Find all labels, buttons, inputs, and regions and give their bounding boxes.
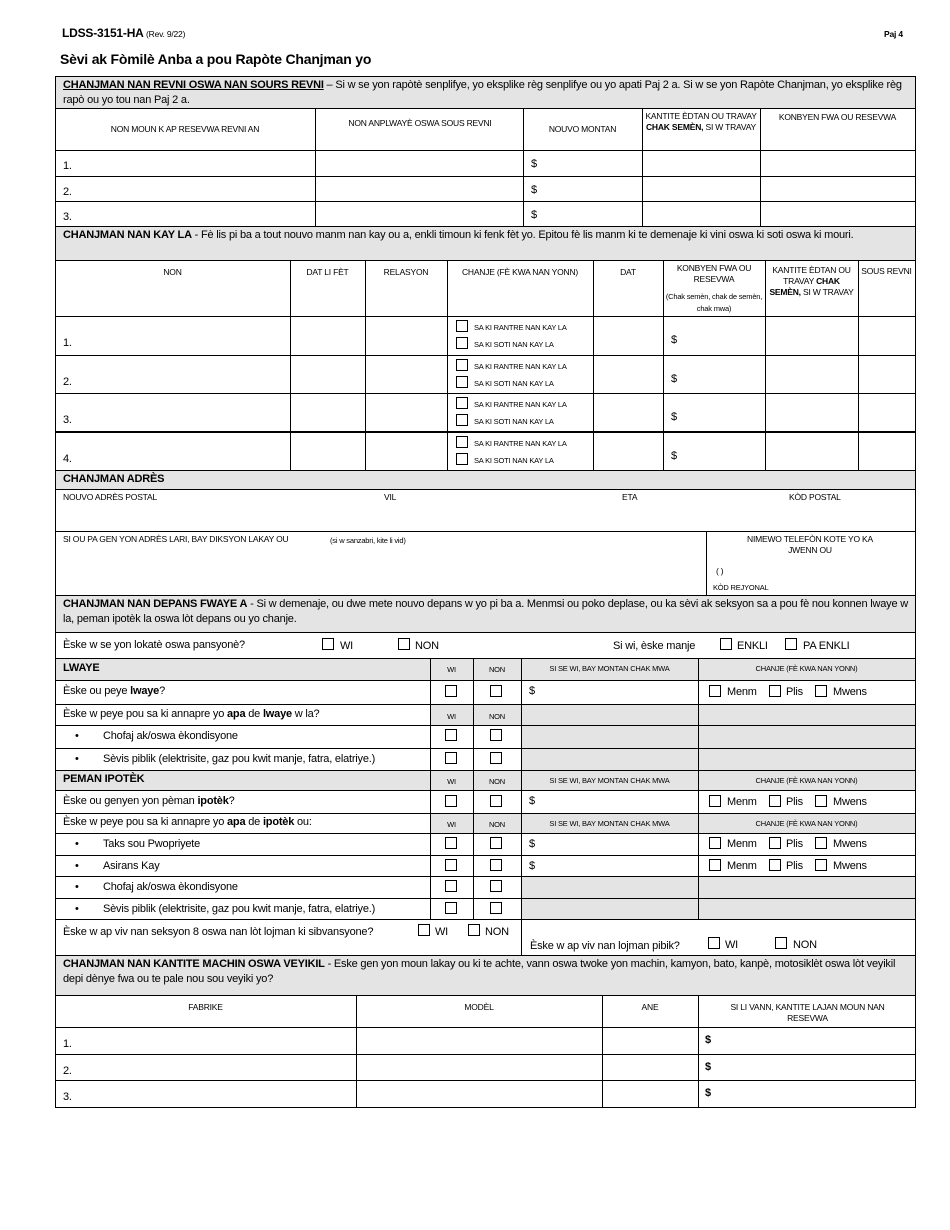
col-hours-part: CHAK SEMÈN, bbox=[769, 276, 840, 297]
dollar-sign: $ bbox=[529, 685, 535, 697]
household-row-3-cell[interactable] bbox=[290, 393, 366, 432]
mortgage-extras-question bbox=[63, 816, 312, 828]
col-frequency: KONBYEN FWA OU RESEVWA bbox=[778, 112, 897, 122]
dollar-sign: $ bbox=[705, 1061, 711, 1073]
col-model: MODÈL bbox=[464, 1002, 494, 1012]
no-label: NON bbox=[415, 640, 439, 652]
mortgage-heating-no-checkbox[interactable] bbox=[490, 880, 502, 892]
rent-question-question bbox=[63, 685, 165, 697]
amount-header: SI SE WI, BAY MONTAN CHAK MWA bbox=[549, 776, 670, 785]
income-row-1-cell[interactable] bbox=[315, 150, 524, 177]
rent-question-less-checkbox[interactable] bbox=[815, 685, 827, 697]
section8-no-checkbox[interactable] bbox=[468, 924, 480, 936]
moved-in-checkbox[interactable] bbox=[456, 320, 468, 332]
property-tax-same-checkbox[interactable] bbox=[709, 837, 721, 849]
income-row-1-cell[interactable] bbox=[642, 150, 761, 177]
moved-out-label: SA KI SOTI NAN KAY LA bbox=[474, 379, 554, 388]
mortgage-heating-text: Chofaj ak/oswa èkondisyone bbox=[103, 881, 238, 893]
property-tax-yes-checkbox[interactable] bbox=[445, 837, 457, 849]
col-name: NON bbox=[163, 267, 182, 277]
mortgage-heating-amount bbox=[521, 876, 699, 899]
row-number: 3. bbox=[63, 211, 72, 223]
income-row-1-cell[interactable] bbox=[760, 150, 916, 177]
income-row-2-cell[interactable] bbox=[642, 176, 761, 202]
household-section-header-text bbox=[63, 228, 909, 243]
address-heading: CHANJMAN ADRÈS bbox=[63, 473, 165, 485]
renter-question: Èske w se yon lokatè oswa pansyonè? bbox=[63, 639, 245, 651]
bullet: • bbox=[75, 903, 79, 915]
vehicle-row-1-cell[interactable] bbox=[356, 1027, 603, 1055]
household-row-2-cell[interactable] bbox=[365, 355, 448, 394]
property-tax-less-checkbox[interactable] bbox=[815, 837, 827, 849]
rent-extras-question-part: de bbox=[245, 708, 263, 720]
moved-in-checkbox[interactable] bbox=[456, 359, 468, 371]
household-row-4-cell[interactable] bbox=[593, 432, 664, 471]
yes-label: WI bbox=[725, 939, 739, 951]
rent-heating-yes-checkbox[interactable] bbox=[445, 729, 457, 741]
rent-heating-no-checkbox[interactable] bbox=[490, 729, 502, 741]
change-header: CHANJE (FÈ KWA NAN YONN) bbox=[755, 776, 858, 785]
c bbox=[698, 704, 916, 726]
same-label: Menm bbox=[727, 686, 757, 698]
mortgage-heating-yes-checkbox[interactable] bbox=[445, 880, 457, 892]
area-code-label: KÒD REJYONAL bbox=[713, 583, 769, 592]
income-row-3-cell[interactable] bbox=[523, 201, 643, 227]
property-tax-amount[interactable] bbox=[521, 833, 699, 856]
household-section-header-title: CHANJMAN NAN KAY LA bbox=[63, 229, 192, 241]
vehicle-row-1-cell[interactable] bbox=[602, 1027, 699, 1055]
income-row-3-cell[interactable] bbox=[55, 201, 316, 227]
meals-question: Si wi, èske manje bbox=[613, 640, 696, 652]
home-insurance-more-checkbox[interactable] bbox=[769, 859, 781, 871]
mortgage-utilities-amount bbox=[521, 898, 699, 920]
home-insurance-amount[interactable] bbox=[521, 855, 699, 877]
household-row-2-cell[interactable] bbox=[55, 355, 291, 394]
row-number: 1. bbox=[63, 337, 72, 349]
rent-utilities-no-checkbox[interactable] bbox=[490, 752, 502, 764]
moved-in-checkbox[interactable] bbox=[456, 436, 468, 448]
more-label: Plis bbox=[786, 796, 803, 808]
bullet: • bbox=[75, 881, 79, 893]
mortgage-question-question bbox=[63, 795, 235, 807]
mortgage-question-yes-checkbox[interactable] bbox=[445, 795, 457, 807]
vehicle-row-3-cell[interactable] bbox=[698, 1080, 916, 1108]
mortgage-extras-question-part: apa bbox=[227, 816, 246, 828]
more-label: Plis bbox=[786, 838, 803, 850]
c bbox=[521, 704, 699, 726]
page-number: Paj 4 bbox=[884, 29, 903, 39]
mortgage-question-question-part: Èske ou genyen yon pèman bbox=[63, 795, 198, 807]
yes-label: WI bbox=[435, 926, 449, 938]
rent-question-yes-checkbox[interactable] bbox=[445, 685, 457, 697]
col-hours-part: CHAK SEMÈN, bbox=[645, 122, 704, 132]
col-hours-part: KANTITE ÈDTAN OU TRAVAY bbox=[772, 265, 851, 286]
vehicles-section-header-description: - Eske gen yon moun lakay ou ki te achte, vann oswa twoke yon machin, kamyon, bato, kanpè, motosiklèt oswa lòt veyikil depi dènye fwa ou te pale nou sou veyiki yo? bbox=[63, 958, 896, 985]
vehicle-row-1-cell[interactable] bbox=[55, 1027, 357, 1055]
moved-out-checkbox[interactable] bbox=[456, 376, 468, 388]
income-row-3-cell[interactable] bbox=[642, 201, 761, 227]
moved-in-checkbox[interactable] bbox=[456, 397, 468, 409]
section8-question: Èske w ap viv nan seksyon 8 oswa nan lòt lojman ki sibvansyone? bbox=[63, 926, 374, 938]
col-hours bbox=[767, 265, 856, 298]
col-make: FABRIKE bbox=[188, 1002, 223, 1012]
col-date: DAT bbox=[620, 267, 636, 277]
rent-heating-amount bbox=[521, 725, 699, 749]
col-recipient-name: NON MOUN K AP RESEVWA REVNI AN bbox=[110, 124, 260, 134]
expenses-section-header-title: CHANJMAN NAN DEPANS FWAYE A bbox=[63, 598, 248, 610]
mortgage-utilities-yes-checkbox[interactable] bbox=[445, 902, 457, 914]
rent-utilities-text: Sèvis piblik (elektrisite, gaz pou kwit manje, fatra, elatriye.) bbox=[103, 753, 376, 765]
vehicle-row-3-cell[interactable] bbox=[55, 1080, 357, 1108]
rent-extras-question bbox=[63, 708, 319, 720]
income-row-2-cell[interactable] bbox=[55, 176, 316, 202]
moved-out-label: SA KI SOTI NAN KAY LA bbox=[474, 417, 554, 426]
household-section-header-description: - Fè lis pi ba a tout nouvo manm nan kay ou a, enkli timoun ki fenk fèt yo. Epitou fè lis manm ki te demenaje ki vini oswa ki soti oswa ki mouri. bbox=[191, 229, 854, 241]
rent-extras-question-part: apa bbox=[227, 708, 246, 720]
dollar-sign: $ bbox=[529, 795, 535, 807]
mortgage-extras-question-part: de bbox=[245, 816, 263, 828]
bullet: • bbox=[75, 753, 79, 765]
rent-extras-question-part: lwaye bbox=[262, 708, 292, 720]
mortgage-heating-change bbox=[698, 876, 916, 899]
dollar-sign: $ bbox=[531, 184, 537, 196]
dollar-sign: $ bbox=[671, 373, 677, 385]
rent-question-question-part: ? bbox=[159, 685, 166, 697]
income-row-2-cell[interactable] bbox=[523, 176, 643, 202]
vehicles-section-header-title: CHANJMAN NAN KANTITE MACHIN OSWA VEYIKIL bbox=[63, 958, 325, 970]
rent-extras-question-part: w la? bbox=[291, 708, 320, 720]
row-number: 2. bbox=[63, 1065, 72, 1077]
wi-header: WI bbox=[447, 820, 456, 829]
area-code-parens: ( ) bbox=[716, 566, 724, 576]
wi-header: WI bbox=[447, 665, 456, 674]
form-id: LDSS-3151-HA bbox=[62, 26, 144, 40]
dollar-sign: $ bbox=[531, 158, 537, 170]
dollar-sign: $ bbox=[705, 1034, 711, 1046]
bullet: • bbox=[75, 838, 79, 850]
household-row-3-cell[interactable] bbox=[593, 393, 664, 432]
household-row-4-cell[interactable] bbox=[55, 432, 291, 471]
row-number: 3. bbox=[63, 414, 72, 426]
vehicle-row-2-cell[interactable] bbox=[55, 1054, 357, 1081]
col-year: ANE bbox=[641, 1002, 659, 1012]
dollar-sign: $ bbox=[671, 411, 677, 423]
home-insurance-same-checkbox[interactable] bbox=[709, 859, 721, 871]
moved-out-checkbox[interactable] bbox=[456, 453, 468, 465]
dollar-sign: $ bbox=[531, 209, 537, 221]
vehicle-row-3-cell[interactable] bbox=[356, 1080, 603, 1108]
income-section-header-text bbox=[63, 78, 909, 108]
property-tax-no-checkbox[interactable] bbox=[490, 837, 502, 849]
household-row-1-cell[interactable] bbox=[365, 316, 448, 356]
household-row-4-cell[interactable] bbox=[663, 432, 766, 471]
mortgage-question-more-checkbox[interactable] bbox=[769, 795, 781, 807]
col-frequency-note: (Chak semèn, chak de semèn, chak mwa) bbox=[665, 292, 763, 313]
home-insurance-yes-checkbox[interactable] bbox=[445, 859, 457, 871]
household-row-2-cell[interactable] bbox=[593, 355, 664, 394]
row-number: 4. bbox=[63, 453, 72, 465]
household-row-4-cell[interactable] bbox=[765, 432, 859, 471]
directions-note: (si w sanzabri, kite li vid) bbox=[330, 536, 406, 545]
row-number: 2. bbox=[63, 376, 72, 388]
meals-not-included-label: PA ENKLI bbox=[803, 640, 850, 652]
col-birth-date: DAT LI FÈT bbox=[306, 267, 349, 277]
directions-label: SI OU PA GEN YON ADRÈS LARI, BAY DIKSYON LAKAY OU bbox=[63, 534, 289, 544]
less-label: Mwens bbox=[833, 838, 867, 850]
rent-header-label-cell bbox=[55, 658, 431, 681]
non-header: NON bbox=[488, 712, 506, 721]
moved-out-checkbox[interactable] bbox=[456, 337, 468, 349]
no-label: NON bbox=[793, 939, 817, 951]
phone-label: NIMEWO TELEFÒN KOTE YO KA JWENN OU bbox=[747, 534, 873, 555]
household-row-3-cell[interactable] bbox=[765, 393, 859, 432]
mortgage-utilities-no-checkbox[interactable] bbox=[490, 902, 502, 914]
no-label: NON bbox=[485, 926, 509, 938]
household-row-4-cell[interactable] bbox=[858, 432, 916, 471]
new-address-row[interactable] bbox=[55, 489, 916, 532]
mortgage-utilities-change bbox=[698, 898, 916, 920]
non-header: NON bbox=[488, 820, 506, 829]
rent-question-question-part: lwaye bbox=[130, 685, 160, 697]
household-row-2-cell[interactable] bbox=[290, 355, 366, 394]
home-insurance-less-checkbox[interactable] bbox=[815, 859, 827, 871]
col-change: CHANJE (FÈ KWA NAN YONN) bbox=[461, 267, 579, 277]
mortgage-question-same-checkbox[interactable] bbox=[709, 795, 721, 807]
mortgage-extras-question-part: ipotèk bbox=[262, 816, 295, 828]
property-tax-text: Taks sou Pwopriyete bbox=[103, 838, 201, 850]
bullet: • bbox=[75, 860, 79, 872]
rent-extras-question-part: Èske w peye pou sa ki annapre yo bbox=[63, 708, 228, 720]
income-row-1-cell[interactable] bbox=[523, 150, 643, 177]
household-row-1-cell[interactable] bbox=[593, 316, 664, 356]
dollar-sign: $ bbox=[671, 334, 677, 346]
household-row-4-cell[interactable] bbox=[290, 432, 366, 471]
col-hours-part: SI W TRAVAY bbox=[803, 287, 854, 297]
income-section-header-title: CHANJMAN NAN REVNI OSWA NAN SOURS REVNI bbox=[63, 79, 324, 91]
household-row-3-cell[interactable] bbox=[365, 393, 448, 432]
dollar-sign: $ bbox=[671, 450, 677, 462]
mortgage-question-question-part: ? bbox=[228, 795, 235, 807]
household-row-1-cell[interactable] bbox=[765, 316, 859, 356]
dollar-sign: $ bbox=[529, 860, 535, 872]
same-label: Menm bbox=[727, 860, 757, 872]
household-row-1-cell[interactable] bbox=[663, 316, 766, 356]
col-sale-amount: SI LI VANN, KANTITE LAJAN MOUN NAN RESEVWA bbox=[730, 1002, 885, 1023]
less-label: Mwens bbox=[833, 686, 867, 698]
vehicle-row-1-cell[interactable] bbox=[698, 1027, 916, 1055]
row-number: 3. bbox=[63, 1091, 72, 1103]
household-row-4-cell[interactable] bbox=[365, 432, 448, 471]
moved-out-label: SA KI SOTI NAN KAY LA bbox=[474, 340, 554, 349]
mortgage-label: PEMAN IPOTÈK bbox=[63, 773, 145, 785]
household-row-2-cell[interactable] bbox=[765, 355, 859, 394]
col-employer: NON ANPLWAYÈ OSWA SOUS REVNI bbox=[348, 118, 492, 128]
household-row-3-cell[interactable] bbox=[663, 393, 766, 432]
amount-header: SI SE WI, BAY MONTAN CHAK MWA bbox=[549, 664, 670, 673]
rent-heating-text: Chofaj ak/oswa èkondisyone bbox=[103, 730, 238, 742]
more-label: Plis bbox=[786, 686, 803, 698]
meals-included-checkbox[interactable] bbox=[720, 638, 732, 650]
less-label: Mwens bbox=[833, 860, 867, 872]
mortgage-utilities-text: Sèvis piblik (elektrisite, gaz pou kwit manje, fatra, elatriye.) bbox=[103, 903, 376, 915]
mortgage-extras-question-part: ou: bbox=[294, 816, 312, 828]
col-frequency: KONBYEN FWA OU RESEVWA bbox=[676, 263, 752, 284]
row-number: 2. bbox=[63, 186, 72, 198]
rent-question-no-checkbox[interactable] bbox=[490, 685, 502, 697]
less-label: Mwens bbox=[833, 796, 867, 808]
mortgage-question-amount-field[interactable] bbox=[521, 790, 699, 814]
renter-yes-checkbox[interactable] bbox=[322, 638, 334, 650]
row-number: 1. bbox=[63, 1038, 72, 1050]
rent-question-question-part: Èske ou peye bbox=[63, 685, 131, 697]
change-header: CHANJE (FÈ KWA NAN YONN) bbox=[755, 819, 858, 828]
rent-heating-change bbox=[698, 725, 916, 749]
address-section-header bbox=[55, 470, 916, 490]
city-label: VIL bbox=[384, 492, 397, 502]
same-label: Menm bbox=[727, 838, 757, 850]
household-row-1-cell[interactable] bbox=[290, 316, 366, 356]
col-hours-part: SI W TRAVAY bbox=[705, 122, 757, 132]
col-hours-part: KANTITE ÈDTAN OU TRAVAY bbox=[645, 111, 757, 121]
vehicle-row-2-cell[interactable] bbox=[356, 1054, 603, 1081]
new-address-label: NOUVO ADRÈS POSTAL bbox=[63, 492, 158, 502]
income-col-header-1 bbox=[315, 108, 524, 151]
wi-header: WI bbox=[447, 777, 456, 786]
same-label: Menm bbox=[727, 796, 757, 808]
public-yes-checkbox[interactable] bbox=[708, 937, 720, 949]
row-number: 1. bbox=[63, 160, 72, 172]
moved-in-label: SA KI RANTRE NAN KAY LA bbox=[474, 323, 567, 332]
zip-label: KÒD POSTAL bbox=[789, 492, 841, 502]
public-no-checkbox[interactable] bbox=[775, 937, 787, 949]
rent-question-amount-field[interactable] bbox=[521, 680, 699, 705]
moved-out-label: SA KI SOTI NAN KAY LA bbox=[474, 456, 554, 465]
household-row-1-cell[interactable] bbox=[55, 316, 291, 356]
state-label: ETA bbox=[622, 492, 638, 502]
revision: (Rev. 9/22) bbox=[146, 29, 186, 39]
col-hours bbox=[645, 111, 757, 133]
wi-header: WI bbox=[447, 712, 456, 721]
non-header: NON bbox=[488, 777, 506, 786]
household-row-2-cell[interactable] bbox=[858, 355, 916, 394]
rent-question-more-checkbox[interactable] bbox=[769, 685, 781, 697]
renter-no-checkbox[interactable] bbox=[398, 638, 410, 650]
income-row-3-cell[interactable] bbox=[315, 201, 524, 227]
household-row-3-cell[interactable] bbox=[858, 393, 916, 432]
moved-in-label: SA KI RANTRE NAN KAY LA bbox=[474, 400, 567, 409]
dollar-sign: $ bbox=[529, 838, 535, 850]
income-row-2-cell[interactable] bbox=[760, 176, 916, 202]
income-row-1-cell[interactable] bbox=[55, 150, 316, 177]
moved-out-checkbox[interactable] bbox=[456, 414, 468, 426]
income-row-2-cell[interactable] bbox=[315, 176, 524, 202]
property-tax-more-checkbox[interactable] bbox=[769, 837, 781, 849]
meals-included-label: ENKLI bbox=[737, 640, 768, 652]
moved-in-label: SA KI RANTRE NAN KAY LA bbox=[474, 362, 567, 371]
rent-label: LWAYE bbox=[63, 662, 100, 674]
meals-not-included-checkbox[interactable] bbox=[785, 638, 797, 650]
home-insurance-no-checkbox[interactable] bbox=[490, 859, 502, 871]
household-row-2-cell[interactable] bbox=[663, 355, 766, 394]
income-row-3-cell[interactable] bbox=[760, 201, 916, 227]
col-new-amount: NOUVO MONTAN bbox=[548, 124, 617, 134]
home-insurance-text: Asirans Kay bbox=[103, 860, 160, 872]
change-header: CHANJE (FÈ KWA NAN YONN) bbox=[755, 664, 858, 673]
moved-in-label: SA KI RANTRE NAN KAY LA bbox=[474, 439, 567, 448]
vehicle-row-3-cell[interactable] bbox=[602, 1080, 699, 1108]
non-header: NON bbox=[488, 665, 506, 674]
household-row-1-cell[interactable] bbox=[858, 316, 916, 356]
rent-utilities-yes-checkbox[interactable] bbox=[445, 752, 457, 764]
mortgage-question-question-part: ipotèk bbox=[197, 795, 229, 807]
dollar-sign: $ bbox=[705, 1087, 711, 1099]
expenses-section-header-description: - Si w demenaje, ou dwe mete nouvo depans w yo pi ba a. Menmsi ou poko deplase, ou ka sèvi ak seksyon sa a pou fè nou konnen lwaye w la, peman ipotèk la oswa lòt depans ou yo chanje. bbox=[63, 598, 908, 625]
rent-question-same-checkbox[interactable] bbox=[709, 685, 721, 697]
more-label: Plis bbox=[786, 860, 803, 872]
col-income-source: SOUS REVNI bbox=[861, 266, 912, 276]
vehicles-section-header-text bbox=[63, 957, 909, 987]
household-row-3-cell[interactable] bbox=[55, 393, 291, 432]
col-relationship: RELASYON bbox=[383, 267, 429, 277]
page-title: Sèvi ak Fòmilè Anba a pou Rapòte Chanjman yo bbox=[60, 51, 372, 67]
mortgage-question-less-checkbox[interactable] bbox=[815, 795, 827, 807]
rent-utilities-change bbox=[698, 748, 916, 771]
public-housing-question: Èske w ap viv nan lojman pibik? bbox=[530, 940, 680, 952]
amount-header: SI SE WI, BAY MONTAN CHAK MWA bbox=[549, 819, 670, 828]
income-section-header-description: – Si w se yon rapòtè senplifye, yo eksplike règ senplifye ou yo apati Paj 2 a. Si w se yon Rapòte Chanjman, yo eksplike règ rapò ou yo tou nan Paj 2 a. bbox=[63, 79, 902, 106]
vehicle-row-2-cell[interactable] bbox=[602, 1054, 699, 1081]
mortgage-extras-question-part: Èske w peye pou sa ki annapre yo bbox=[63, 816, 228, 828]
yes-label: WI bbox=[340, 640, 354, 652]
rent-utilities-amount bbox=[521, 748, 699, 771]
vehicle-row-2-cell[interactable] bbox=[698, 1054, 916, 1081]
bullet: • bbox=[75, 730, 79, 742]
expenses-section-header-text bbox=[63, 597, 909, 627]
section8-yes-checkbox[interactable] bbox=[418, 924, 430, 936]
mortgage-question-no-checkbox[interactable] bbox=[490, 795, 502, 807]
